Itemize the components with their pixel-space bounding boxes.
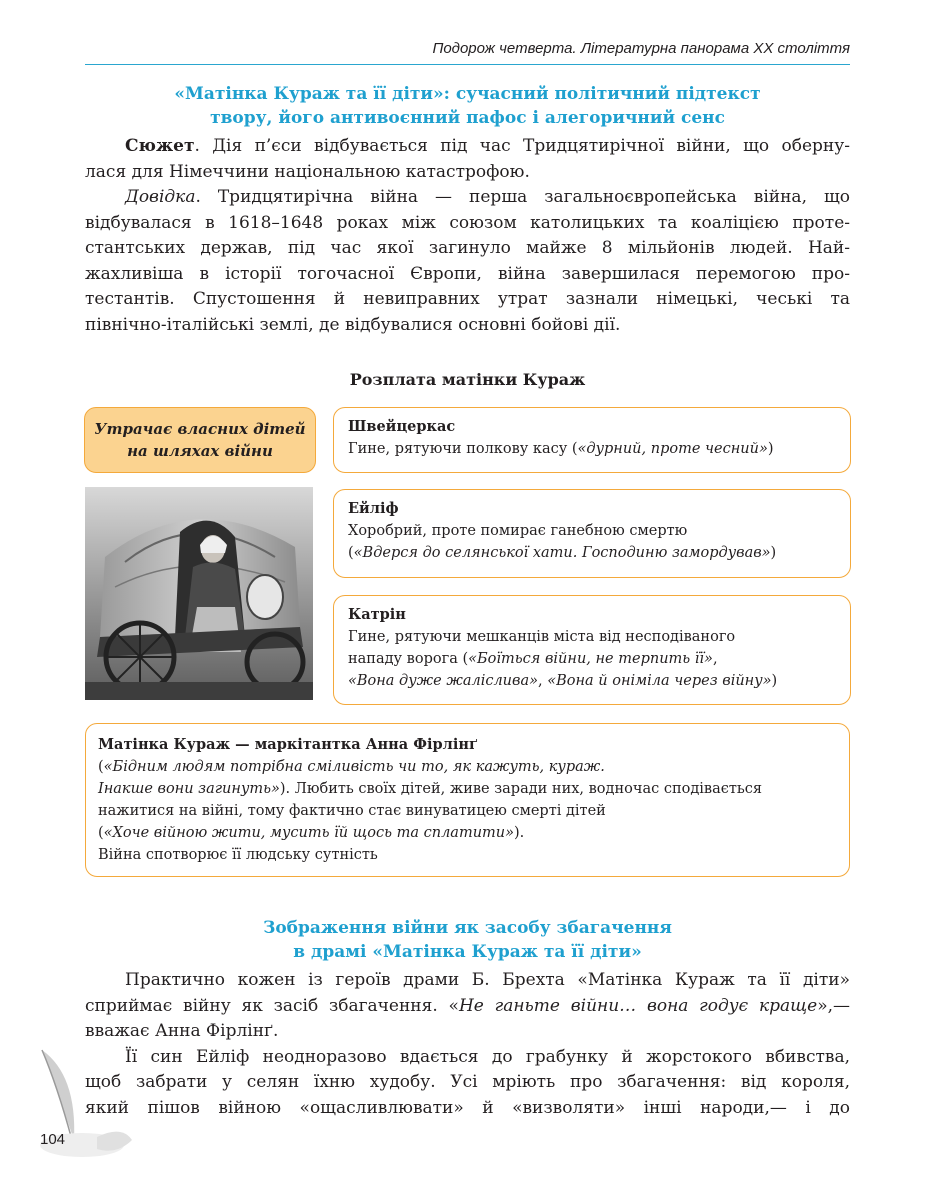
reference-line6: північно-італійські землі, де відбувалися основні бойові дії. — [85, 314, 621, 335]
p1-line1: Практично кожен із героїв драми Б. Брехта «Матінка Кураж та її діти» — [125, 970, 850, 990]
eilif-name: Ейліф — [348, 500, 399, 517]
p1-line2-quote: Не ганьте війни… вона годує краще — [458, 995, 818, 1016]
eilif-quote: «Вдерся до селянської хати. Господиню замордував» — [353, 545, 771, 561]
mother-quote1: «Бідним людям потрібна сміливість чи то, як кажуть, кураж. — [103, 759, 605, 775]
eilif-desc: Хоробрий, проте помирає ганебною смертю — [348, 523, 688, 539]
katrin-quote1: «Боїться війни, не терпить її» — [468, 651, 713, 667]
katrin-desc1: Гине, рятуючи мешканців міста від несподіваного — [348, 629, 736, 645]
katrin-box — [333, 595, 851, 705]
children-loss-line1: Утрачає власних дітей — [94, 420, 306, 438]
katrin-name: Катрін — [348, 606, 406, 623]
reference-line1: . Тридцятирічна війна — перша загальноєвропейська війна, що — [195, 187, 850, 207]
mother-quote2: Інакше вони загинуть» — [98, 781, 280, 797]
katrin-quote2: «Вона дуже жаліслива» — [348, 673, 538, 689]
katrin-quote3: «Вона й оніміла через війну» — [547, 673, 772, 689]
plot-label: Сюжет — [125, 136, 195, 156]
p1-line3: вважає Анна Фірлінґ. — [85, 1021, 279, 1041]
mother-after2: ). Любить своїх дітей, живе заради них, водночас сподівається — [279, 781, 763, 797]
mother-close5: ). — [514, 825, 525, 841]
p1-line2 — [85, 994, 850, 1020]
shweitzerkas-desc: Гине, рятуючи полкову касу ( — [348, 441, 578, 457]
p2-line1: Її син Ейліф неодноразово вдається до грабунку й жорстокого вбивства, — [125, 1046, 850, 1067]
mother-open5: ( — [98, 825, 104, 841]
shweitzerkas-text — [348, 438, 836, 460]
children-loss-line2: на шляхах війни — [127, 442, 273, 460]
p2-line2: щоб забрати у селян їхню худобу. Усі мріють про збагачення: від короля, — [85, 1072, 850, 1092]
section-title-2-line1: Зображення війни як засобу збагачення — [263, 918, 672, 938]
reference-line3: стантських держав, під час якої загинуло майже 8 мільйонів людей. Най- — [85, 238, 850, 258]
mother-courage-box — [85, 723, 850, 877]
reference-line5: тестантів. Спустошення й невиправних утрат зазнали німецькі, чеські та — [85, 289, 850, 309]
shweitzerkas-close: ) — [767, 441, 774, 457]
photo-illustration — [85, 487, 313, 700]
katrin-close: ) — [771, 673, 778, 689]
section-title-2-line2: в драмі «Матінка Кураж та її діти» — [293, 942, 642, 962]
scheme-title: Розплата матінки Кураж — [349, 370, 586, 389]
section-title-1-line2: твору, його антивоєнний пафос і алегоричний сенс — [210, 108, 725, 128]
mother-line3 — [98, 778, 837, 800]
katrin-line2 — [348, 648, 836, 670]
reference-label: Довідка — [125, 187, 196, 207]
eilif-quote-line — [348, 542, 836, 564]
children-loss-box — [84, 407, 316, 473]
mother-courage-photo — [85, 487, 313, 700]
katrin-line3 — [348, 670, 836, 692]
section-title-1 — [85, 82, 850, 130]
katrin-comma1: , — [712, 651, 718, 667]
p1-line2-a: сприймає війну як засіб збагачення. « — [85, 995, 459, 1016]
katrin-comma2: , — [537, 673, 548, 689]
header-rule — [85, 64, 850, 65]
mother-line2 — [98, 756, 837, 778]
section-title-2 — [85, 916, 850, 964]
section-title-1-line1: «Матінка Кураж та її діти»: сучасний політичний підтекст — [174, 84, 761, 104]
page-number: 104 — [40, 1131, 66, 1148]
mother-courage-name: Матінка Кураж — маркітантка Анна Фірлінґ — [98, 736, 478, 753]
plot-line1: . Дія п’єси відбувається під час Тридцятирічної війни, що оберну- — [194, 136, 850, 156]
mother-quote5: «Хоче війною жити, мусить їй щось та сплатити» — [103, 825, 514, 841]
eilif-close: ) — [770, 545, 777, 561]
mother-line4: нажитися на війні, тому фактично стає винуватицею смерті дітей — [98, 803, 606, 819]
eilif-open: ( — [348, 545, 354, 561]
plot-line2: лася для Німеччини національною катастрофою. — [85, 161, 530, 182]
mother-line6: Війна спотворює її людську сутність — [98, 847, 378, 863]
eilif-box — [333, 489, 851, 578]
reference-line4: жахливіша в історії тогочасної Європи, війна завершилася перемогою про- — [85, 263, 850, 284]
shweitzerkas-box — [333, 407, 851, 473]
plot-paragraph — [85, 134, 850, 338]
reference-line2: відбувалася в 1618–1648 роках між союзом католицьких та коаліцією проте- — [85, 212, 850, 233]
p1-line2-b: »,— — [817, 995, 851, 1016]
enrichment-paragraphs — [85, 968, 850, 1121]
p2-line3: який пішов війною «ощасливлювати» й «визволяти» інші народи,— і до — [85, 1097, 850, 1118]
running-header: Подорож четверта. Літературна панорама XX століття — [432, 40, 850, 57]
katrin-desc2: нападу ворога ( — [348, 651, 469, 667]
mother-line5 — [98, 822, 837, 844]
mother-open: ( — [98, 759, 104, 775]
shweitzerkas-quote: «дурний, проте чесний» — [577, 441, 768, 457]
shweitzerkas-name: Швейцеркас — [348, 418, 456, 435]
